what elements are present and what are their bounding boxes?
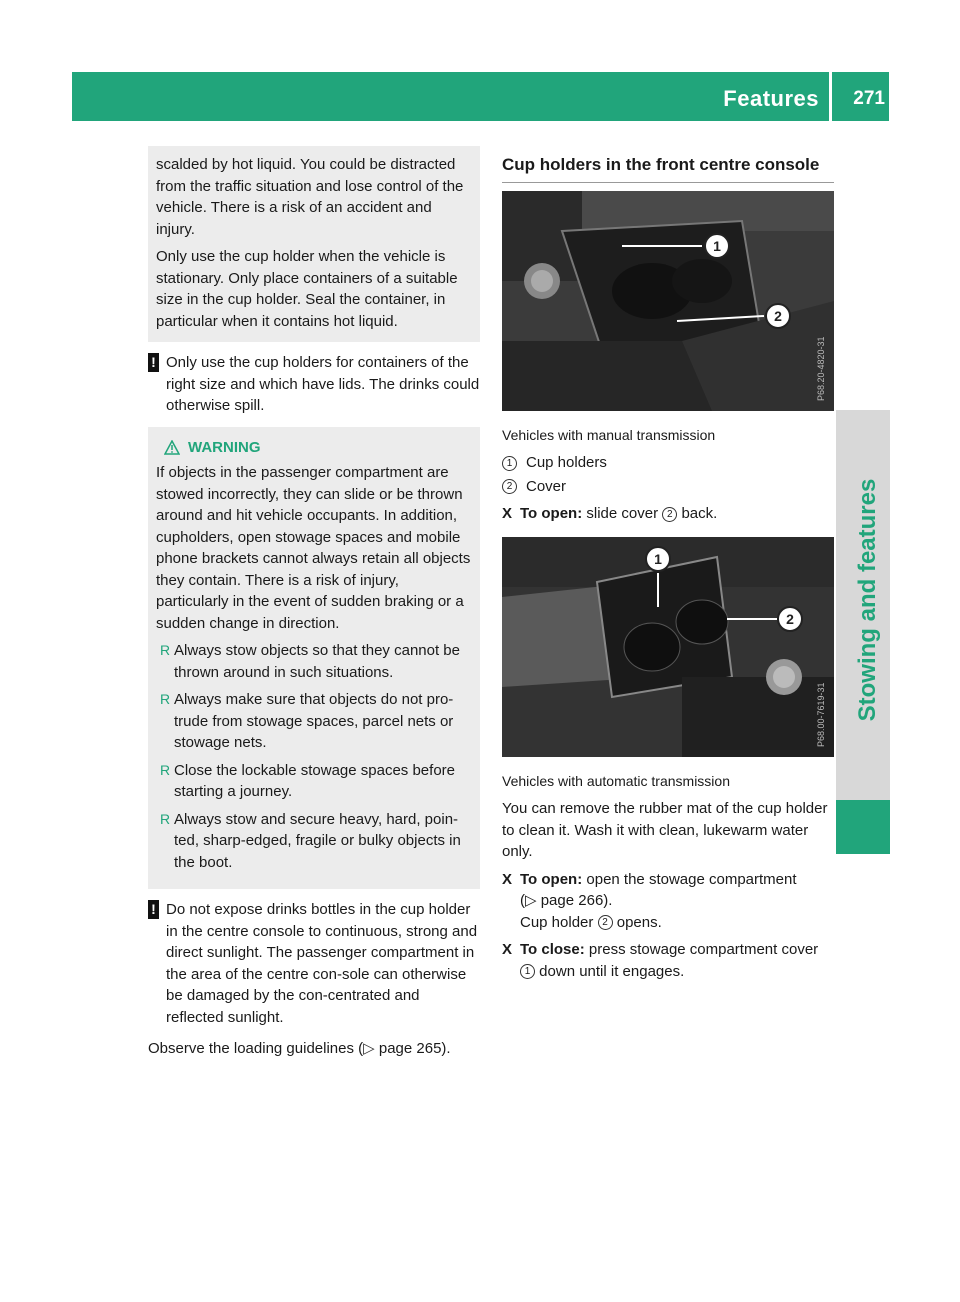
photo-caption: Vehicles with automatic transmission: [502, 772, 730, 789]
callout-1-label: 1: [654, 550, 662, 567]
photo-manual-transmission: [502, 191, 834, 411]
step-marker-icon: X: [502, 870, 513, 888]
bullet-icon: R: [160, 691, 171, 707]
photo-code: P68.20-4820-31: [816, 335, 826, 401]
page-number: 271: [853, 88, 885, 109]
exclamation-icon: !: [148, 900, 159, 919]
bullet-item: [156, 640, 474, 683]
photo-code: P68.00-7619-31: [816, 681, 826, 747]
callout-2-label: 2: [786, 610, 794, 627]
step-label: To open:: [520, 870, 583, 888]
step-close-automatic: [502, 939, 834, 982]
step-text: open the stowage compartment: [586, 870, 797, 888]
observe-line: [148, 1038, 480, 1060]
left-column: [148, 146, 480, 1060]
warning-heading: [164, 437, 474, 459]
chapter-label: Stowing and features: [854, 478, 881, 722]
ref-open-paren: (: [520, 892, 525, 909]
bullet-item: [156, 760, 474, 803]
bullet-text: Always make sure that objects do not pro-trude from stowage spaces, parcel nets or stowage nets.: [174, 691, 454, 751]
callout-number: 1: [520, 964, 535, 979]
note-text: Do not expose drinks bottles in the cup holder in the centre console to continuous, strong and direct sunlight. The passenger compartment in the area of the centre con-sole can otherwise be damaged by the con-centrated and reflected sunlight.: [166, 901, 478, 1026]
chapter-marker: [836, 800, 890, 854]
header-divider: [829, 72, 832, 121]
warning-body: If objects in the passenger compartment are stowed incorrectly, they can slide or be thrown around and hit vehicle occupants. In addition, cupholders, open stowage spaces and mobile phone brackets cannot always retain all objects they contain. There is a risk of injury, particularly in the event of sudden braking or a sudden change in direction.: [156, 464, 471, 632]
warning-continuation-box: [148, 146, 480, 342]
callout-number: 2: [598, 915, 613, 930]
photo-caption: Vehicles with manual transmission: [502, 426, 716, 443]
bullet-text: Always stow objects so that they cannot be thrown around in such situations.: [174, 642, 460, 681]
callout-2-label: 2: [774, 307, 782, 324]
callout-1-label: 1: [713, 237, 721, 254]
bullet-icon: R: [160, 810, 171, 827]
box-paragraph-2: Only use the cup holder when the vehicle is stationary. Only place containers of a suitable size in the cup holder. Seal the container, in particular when it contains hot liquid.: [156, 248, 458, 330]
box-paragraph-1: scalded by hot liquid. You could be distracted from the traffic situation and lose control of the vehicle. There is a risk of an accident and injury.: [156, 156, 464, 238]
photo-automatic-transmission: [502, 537, 834, 757]
right-column: [502, 146, 834, 988]
section-title: Cup holders in the front centre console: [502, 154, 834, 183]
bullet-icon: R: [160, 642, 171, 658]
step-text-tail: opens.: [616, 913, 662, 931]
material-damage-note-1: [148, 352, 480, 417]
step-marker-icon: X: [502, 941, 513, 958]
warning-triangle-icon: [164, 440, 180, 455]
step-label: To open:: [520, 505, 583, 522]
callout-number: 1: [502, 456, 517, 471]
material-damage-note-2: [148, 899, 480, 1028]
warning-box: [148, 427, 480, 890]
page-ref-arrow-icon: ▷: [525, 892, 537, 909]
bullet-text: Always stow and secure heavy, hard, poin-ted, sharp-edged, fragile or bulky objects in the boot.: [174, 810, 461, 871]
step-open-automatic: [502, 869, 834, 934]
observe-text: Observe the loading guidelines (: [148, 1040, 364, 1057]
header-bar: [72, 72, 889, 121]
legend-item: [502, 452, 834, 474]
step-marker-icon: X: [502, 505, 513, 522]
page-section-title: Features: [723, 86, 819, 111]
callout-number: 2: [502, 479, 517, 494]
step-text: press stowage compartment cover: [588, 941, 819, 958]
warning-title: WARNING: [188, 438, 261, 456]
cleaning-paragraph: You can remove the rubber mat of the cup holder to clean it. Wash it with clean, lukewarm water only.: [502, 800, 828, 860]
bullet-icon: R: [160, 761, 171, 778]
page-ref-arrow-icon: ▷: [363, 1040, 375, 1057]
bullet-item: [156, 689, 474, 754]
exclamation-icon: !: [148, 353, 159, 372]
bullet-text: Close the lockable stowage spaces before starting a journey.: [174, 761, 456, 800]
step-text: Cup holder: [520, 913, 594, 931]
legend-label: Cup holders: [526, 454, 607, 471]
step-open-manual: [502, 503, 834, 525]
legend-label: Cover: [526, 477, 567, 495]
bullet-item: [156, 809, 474, 874]
page-reference-link[interactable]: page 265).: [378, 1040, 451, 1057]
legend-item: [502, 476, 834, 498]
step-label: To close:: [520, 941, 585, 958]
step-text-tail: down until it engages.: [539, 962, 685, 980]
page-reference-link[interactable]: page 266).: [540, 892, 613, 909]
callout-number: 2: [662, 507, 677, 522]
step-text-tail: back.: [681, 505, 718, 522]
step-text: slide cover: [586, 505, 659, 522]
note-text: Only use the cup holders for containers of the right size and which have lids. The drinks could otherwise spill.: [166, 354, 480, 414]
